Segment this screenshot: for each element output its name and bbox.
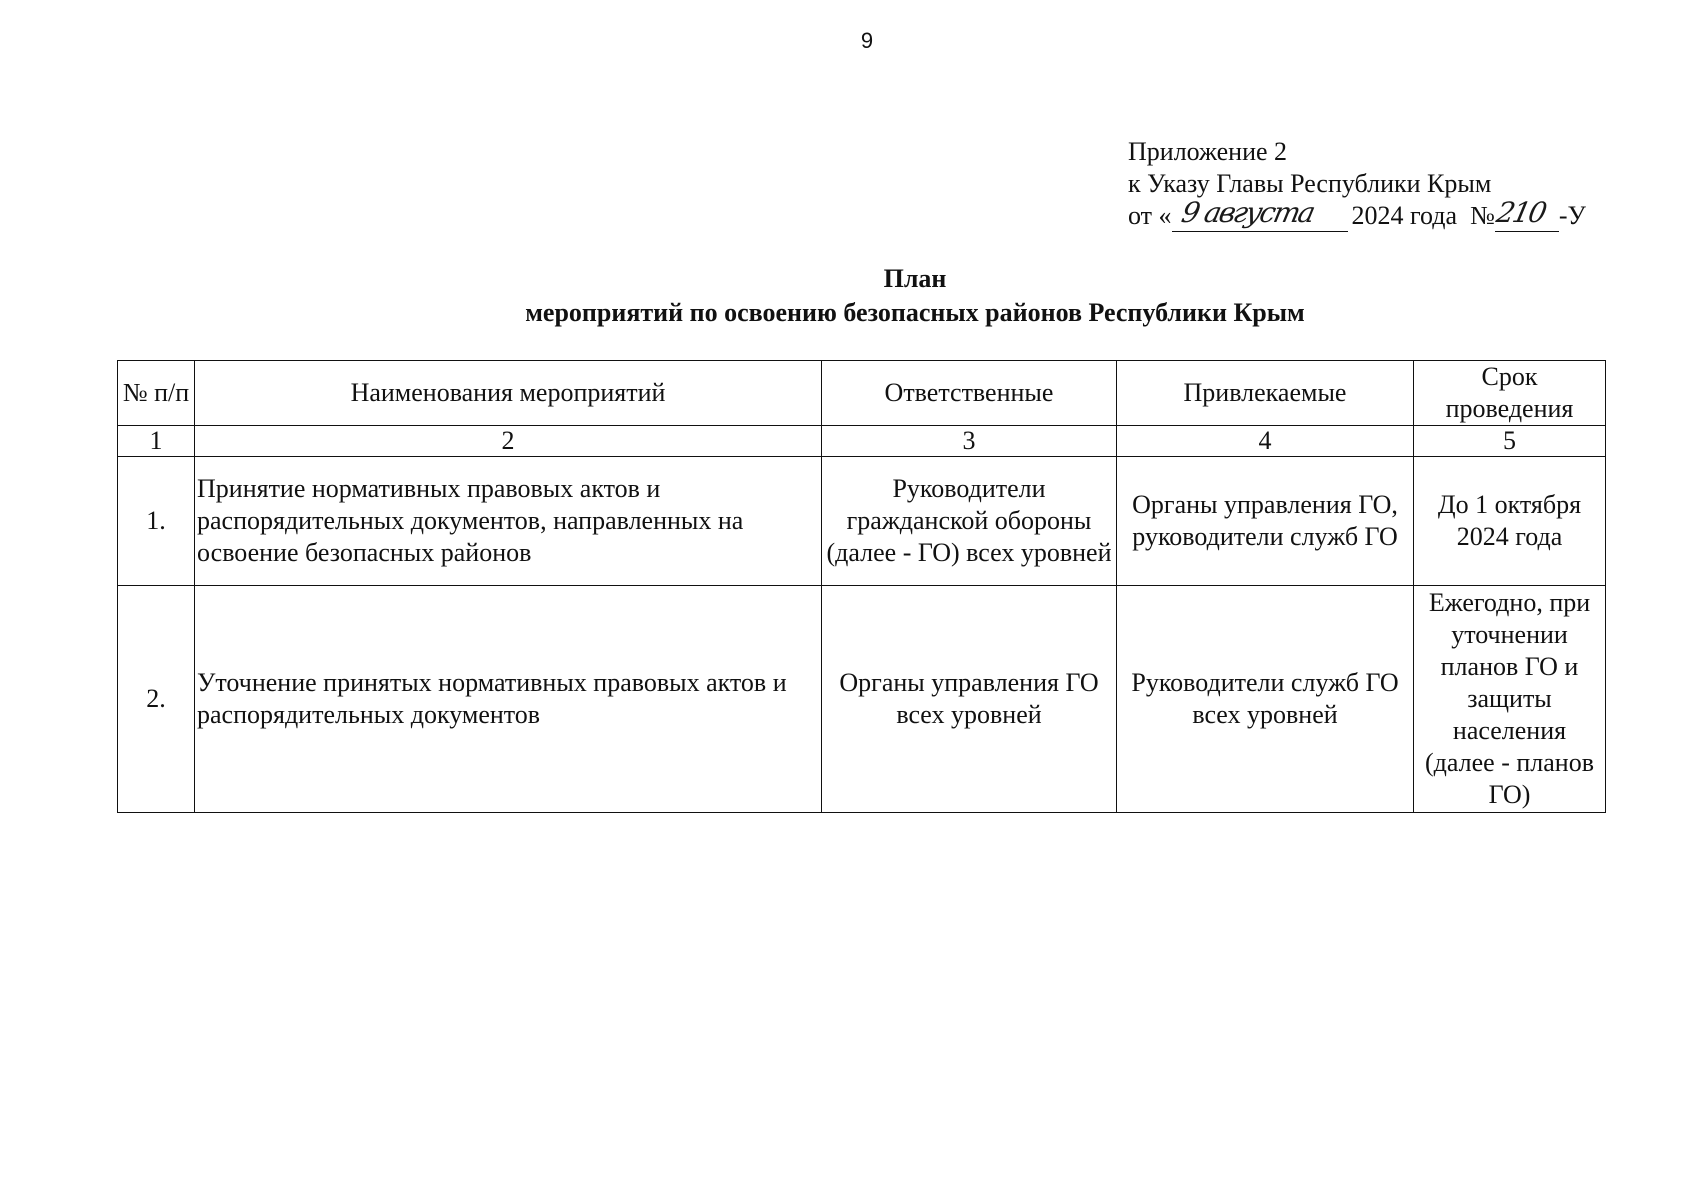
header-term: Срок проведения [1414, 361, 1606, 426]
handwritten-number [1493, 196, 1559, 232]
number-prefix: № [1470, 201, 1495, 230]
plan-table [117, 360, 1606, 813]
header-responsible: Ответственные [822, 361, 1117, 426]
header-num: № п/п [118, 361, 195, 426]
appendix-title: Приложение 2 [1128, 137, 1288, 166]
title-line-1: План [883, 264, 947, 293]
date-prefix: от « [1128, 201, 1172, 230]
column-number: 1 [118, 426, 195, 457]
term-cell: До 1 октября 2024 года [1414, 457, 1606, 586]
activity-name: Уточнение принятых нормативных правовых актов и распорядительных документов [195, 586, 822, 813]
term-cell: Ежегодно, при уточнении планов ГО и защиты населения (далее - планов ГО) [1414, 586, 1606, 813]
table-row [118, 586, 1606, 813]
row-number: 2. [118, 586, 195, 813]
column-number: 4 [1117, 426, 1414, 457]
activity-name: Принятие нормативных правовых актов и распорядительных документов, направленных на освоение безопасных районов [195, 457, 822, 586]
title-line-2: мероприятий по освоению безопасных районов Республики Крым [525, 298, 1305, 327]
year-text: 2024 года [1351, 201, 1458, 230]
column-number: 3 [822, 426, 1117, 457]
handwritten-date [1172, 196, 1348, 232]
appendix-decree-ref: к Указу Главы Республики Крым [1128, 169, 1492, 198]
column-number: 5 [1414, 426, 1606, 457]
row-number: 1. [118, 457, 195, 586]
involved-cell: Органы управления ГО, руководители служб ГО [1117, 457, 1414, 586]
appendix-date-line [1128, 196, 1586, 232]
responsible-cell: Руководители гражданской обороны (далее - ГО) всех уровней [822, 457, 1117, 586]
number-suffix: -У [1558, 201, 1586, 230]
involved-cell: Руководители служб ГО всех уровней [1117, 586, 1414, 813]
handwritten-date-text: 9 августа [1178, 196, 1317, 229]
table-header-row [118, 361, 1606, 426]
header-involved: Привлекаемые [1117, 361, 1414, 426]
handwritten-number-text: 210 [1493, 196, 1548, 229]
table-row [118, 457, 1606, 586]
appendix-block [1128, 136, 1586, 232]
page-number: 9 [860, 28, 874, 53]
header-name: Наименования мероприятий [195, 361, 822, 426]
document-title [0, 262, 1691, 330]
column-number-row [118, 426, 1606, 457]
responsible-cell: Органы управления ГО всех уровней [822, 586, 1117, 813]
column-number: 2 [195, 426, 822, 457]
